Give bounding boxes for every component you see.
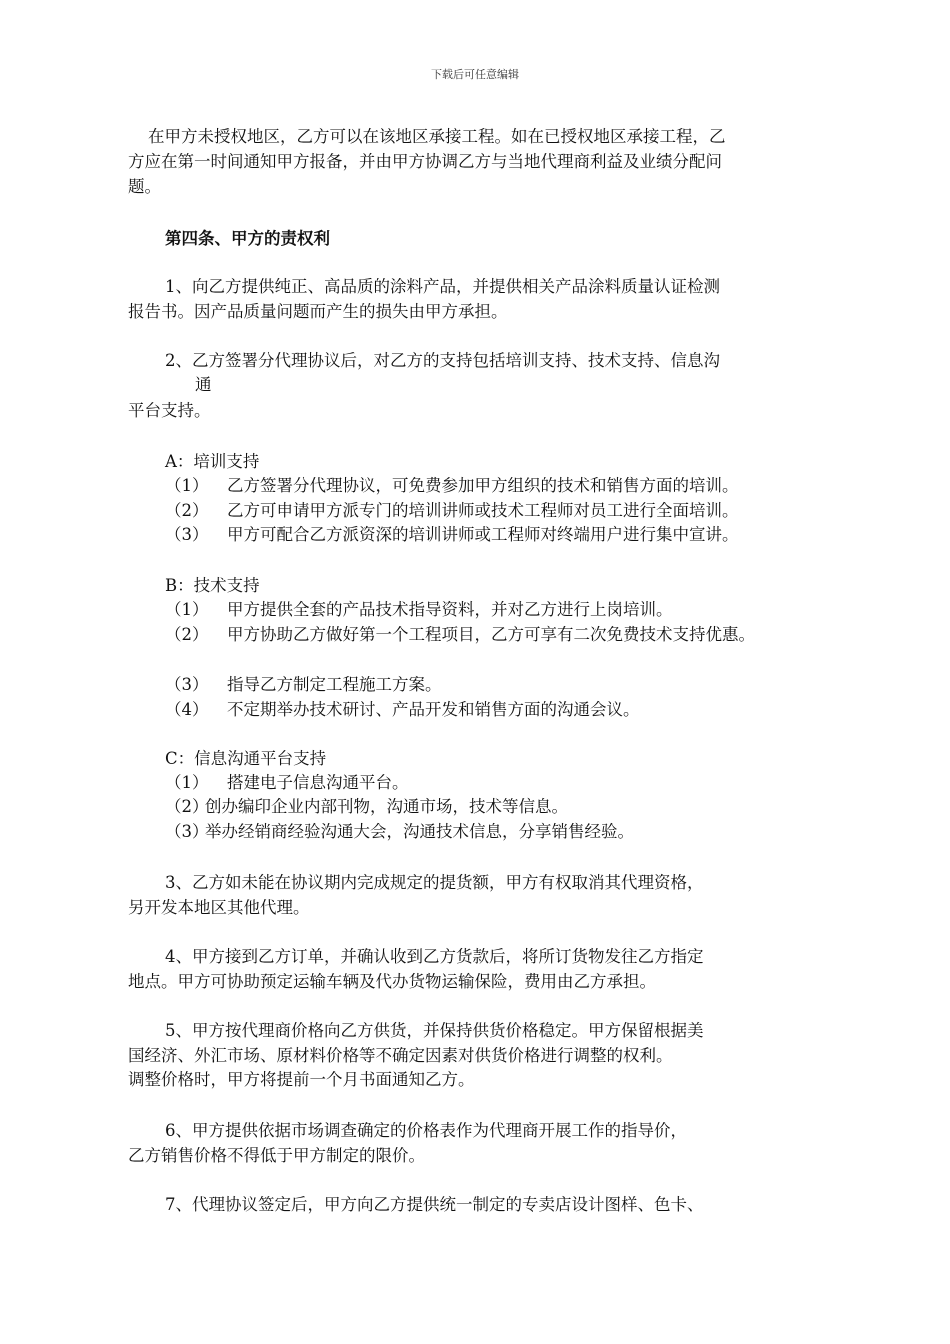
clause-5-line-3: 调整价格时，甲方将提前一个月书面通知乙方。: [128, 1070, 475, 1089]
section-c-title: C：信息沟通平台支持: [165, 749, 327, 768]
clause-2-line-3: 平台支持。: [128, 401, 211, 420]
section-a-item: [165, 476, 739, 496]
item-number: （2）: [165, 797, 209, 816]
article-4-heading: 第四条、甲方的责权利: [165, 229, 330, 248]
clause-4-line-2: 地点。甲方可协助预定运输车辆及代办货物运输保险，费用由乙方承担。: [128, 972, 656, 991]
item-number: （1）: [165, 476, 209, 495]
item-number: （1）: [165, 600, 209, 619]
clause-2-line-2: 通: [195, 375, 212, 394]
section-c-item: [165, 822, 634, 842]
clause-7-line-1: 7、代理协议签定后，甲方向乙方提供统一制定的专卖店设计图样、色卡、: [165, 1195, 704, 1214]
item-text: 乙方签署分代理协议，可免费参加甲方组织的技术和销售方面的培训。: [227, 476, 739, 495]
intro-line-1: 在甲方未授权地区，乙方可以在该地区承接工程。如在已授权地区承接工程，乙: [148, 127, 726, 146]
item-number: （3）: [165, 525, 209, 544]
item-text: 搭建电子信息沟通平台。: [227, 773, 409, 792]
item-text: 甲方可配合乙方派资深的培训讲师或工程师对终端用户进行集中宣讲。: [227, 525, 739, 544]
page-header-note: 下载后可任意编辑: [431, 68, 519, 81]
section-b-title: B：技术支持: [165, 576, 260, 595]
clause-6-line-1: 6、甲方提供依据市场调查确定的价格表作为代理商开展工作的指导价，: [165, 1121, 687, 1140]
item-number: （2）: [165, 625, 209, 644]
clause-4-line-1: 4、甲方接到乙方订单，并确认收到乙方货款后，将所订货物发往乙方指定: [165, 947, 704, 966]
item-text: 举办经销商经验沟通大会，沟通技术信息，分享销售经验。: [205, 822, 634, 841]
clause-6-line-2: 乙方销售价格不得低于甲方制定的限价。: [128, 1146, 425, 1165]
item-text: 甲方协助乙方做好第一个工程项目，乙方可享有二次免费技术支持优惠。: [227, 625, 755, 644]
clause-5-line-1: 5、甲方按代理商价格向乙方供货，并保持供货价格稳定。甲方保留根据美: [165, 1021, 704, 1040]
section-a-item: [165, 525, 739, 545]
section-b-item: [165, 600, 673, 620]
section-b-item: [165, 700, 640, 720]
item-text: 甲方提供全套的产品技术指导资料，并对乙方进行上岗培训。: [227, 600, 673, 619]
section-a-title: A：培训支持: [165, 452, 260, 471]
item-number: （1）: [165, 773, 209, 792]
section-c-item: [165, 797, 568, 817]
item-text: 创办编印企业内部刊物，沟通市场，技术等信息。: [205, 797, 568, 816]
item-text: 指导乙方制定工程施工方案。: [227, 675, 442, 694]
clause-5-line-2: 国经济、外汇市场、原材料价格等不确定因素对供货价格进行调整的权利。: [128, 1046, 673, 1065]
intro-line-2: 方应在第一时间通知甲方报备，并由甲方协调乙方与当地代理商利益及业绩分配问: [128, 152, 722, 171]
item-text: 不定期举办技术研讨、产品开发和销售方面的沟通会议。: [227, 700, 640, 719]
item-text: 乙方可申请甲方派专门的培训讲师或技术工程师对员工进行全面培训。: [227, 501, 739, 520]
clause-1-line-1: 1、向乙方提供纯正、高品质的涂料产品，并提供相关产品涂料质量认证检测: [165, 277, 720, 296]
intro-line-3: 题。: [128, 177, 161, 196]
clause-3-line-2: 另开发本地区其他代理。: [128, 898, 310, 917]
item-number: （3）: [165, 822, 209, 841]
clause-1-line-2: 报告书。因产品质量问题而产生的损失由甲方承担。: [128, 302, 508, 321]
item-number: （4）: [165, 700, 209, 719]
clause-3-line-1: 3、乙方如未能在协议期内完成规定的提货额，甲方有权取消其代理资格，: [165, 873, 704, 892]
section-c-item: [165, 773, 409, 793]
item-number: （3）: [165, 675, 209, 694]
section-a-item: [165, 501, 739, 521]
clause-2-line-1: 2、乙方签署分代理协议后，对乙方的支持包括培训支持、技术支持、信息沟: [165, 351, 720, 370]
section-b-item: [165, 625, 755, 645]
section-b-item: [165, 675, 442, 695]
item-number: （2）: [165, 501, 209, 520]
